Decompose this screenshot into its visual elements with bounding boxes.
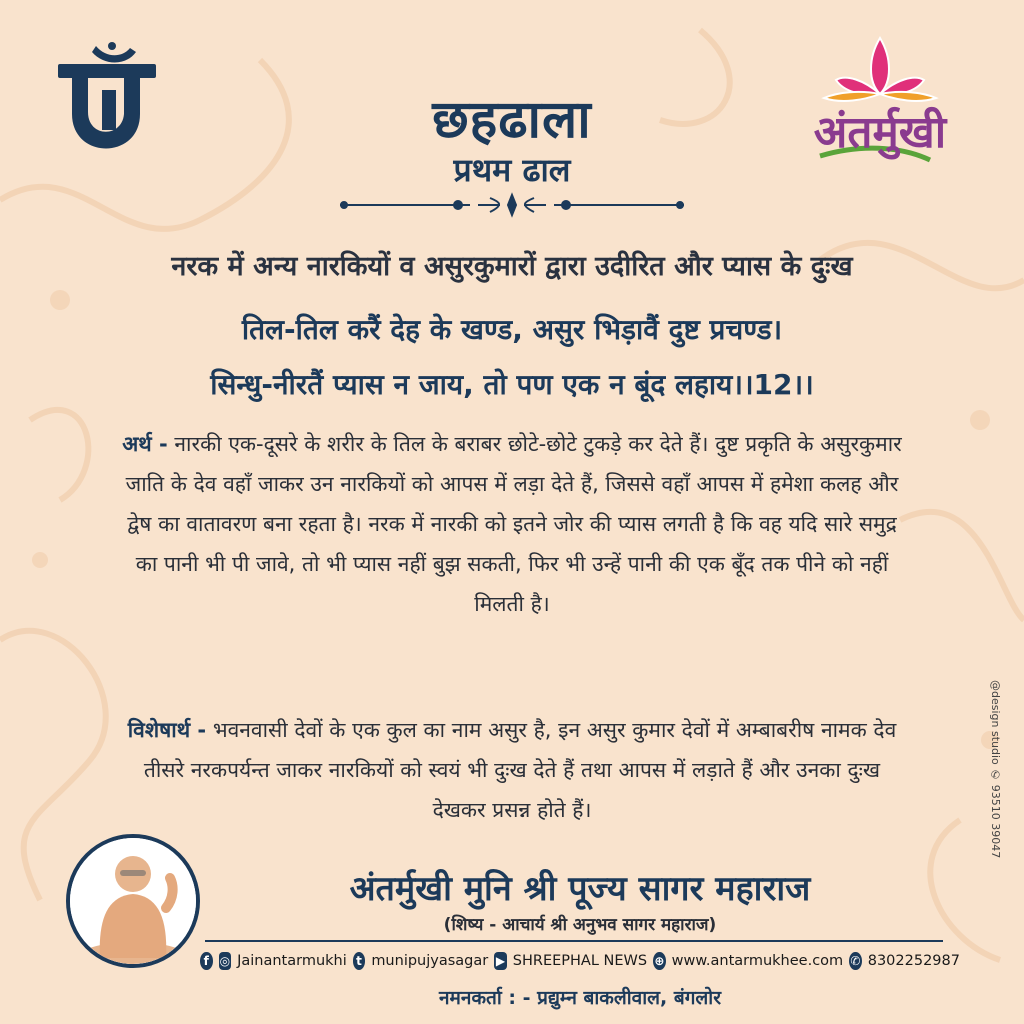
maharaj-name: अंतर्मुखी मुनि श्री पूज्य सागर महाराज (349, 869, 811, 909)
ornamental-divider-icon (340, 192, 684, 218)
monk-portrait-avatar (66, 834, 200, 968)
whatsapp-number[interactable]: 8302252987 (867, 953, 960, 969)
verse-line-2: सिन्धु-नीरतैं प्यास न जाय, तो पण एक न बूंद लहाय।।12।। (210, 368, 814, 401)
namankarta-line: नमनकर्ता : - प्रद्युम्न बाकलीवाल, बंगलोर (439, 987, 721, 1009)
instagram-icon[interactable]: ◎ (219, 954, 231, 968)
page-subtitle: प्रथम ढाल (453, 151, 571, 189)
brand-name: अंतर्मुखी (813, 107, 947, 158)
antarmukhi-brand-logo (780, 30, 980, 170)
youtube-channel[interactable]: SHREEPHAL NEWS (512, 953, 648, 969)
meaning-text: नारकी एक-दूसरे के शरीर के तिल के बराबर छोटे-छोटे टुकड़े कर देते हैं। दुष्ट प्रकृति के असुरकुमार जाति के देव वहाँ जाकर उन नारकियों को आपस में लड़ा देते हैं, जिससे वहाँ आपस में हमेशा कलह और द्वेष का वातावरण बना रहता है। नरक में नारकी को इतने जोर की प्यास लगती है कि वह यदि सारे समुद्र का पानी भी पी जावे, तो भी प्यास नहीं बुझ सकती, फिर भी उन्हें पानी की एक बूँद तक पीने को नहीं मिलती है। (125, 432, 902, 616)
disciple-line: (शिष्य - आचार्य श्री अनुभव सागर महाराज) (443, 915, 717, 935)
globe-icon[interactable]: ⊕ (654, 954, 665, 968)
facebook-icon[interactable]: f (200, 952, 213, 970)
section-heading: नरक में अन्य नारकियों व असुरकुमारों द्वारा उदीरित और प्यास के दुःख (171, 251, 853, 282)
twitter-icon[interactable]: t (353, 952, 366, 970)
special-label: विशेषार्थ - (127, 718, 207, 742)
verse-line-1: तिल-तिल करैं देह के खण्ड, असुर भिड़ावैं दुष्ट प्रचण्ड। (241, 313, 783, 346)
twitter-handle[interactable]: munipujyasagar (371, 953, 489, 969)
website-link[interactable]: www.antarmukhee.com (671, 953, 844, 969)
social-links-bar (200, 952, 960, 970)
facebook-instagram-handle[interactable]: Jainantarmukhi (237, 953, 347, 969)
special-meaning-paragraph (120, 710, 904, 830)
footer-divider (205, 940, 943, 942)
portrait-figure-icon (70, 838, 196, 964)
whatsapp-icon[interactable]: ✆ (850, 954, 861, 968)
page-title: छहढाला (432, 89, 592, 150)
design-credit: @design studio ✆ 93510 39047 (989, 680, 1002, 859)
special-text: भवनवासी देवों के एक कुल का नाम असुर है, इन असुर कुमार देवों में अम्बाबरीष नामक देव तीसरे नरकपर्यन्त जाकर नारकियों को स्वयं भी दुःख देते हैं तथा आपस में लड़ाते हैं और उनका दुःख देखकर प्रसन्न होते हैं। (143, 718, 897, 822)
meaning-paragraph (120, 424, 904, 624)
youtube-icon[interactable]: ▶ (495, 954, 506, 968)
meaning-label: अर्थ - (122, 432, 168, 456)
